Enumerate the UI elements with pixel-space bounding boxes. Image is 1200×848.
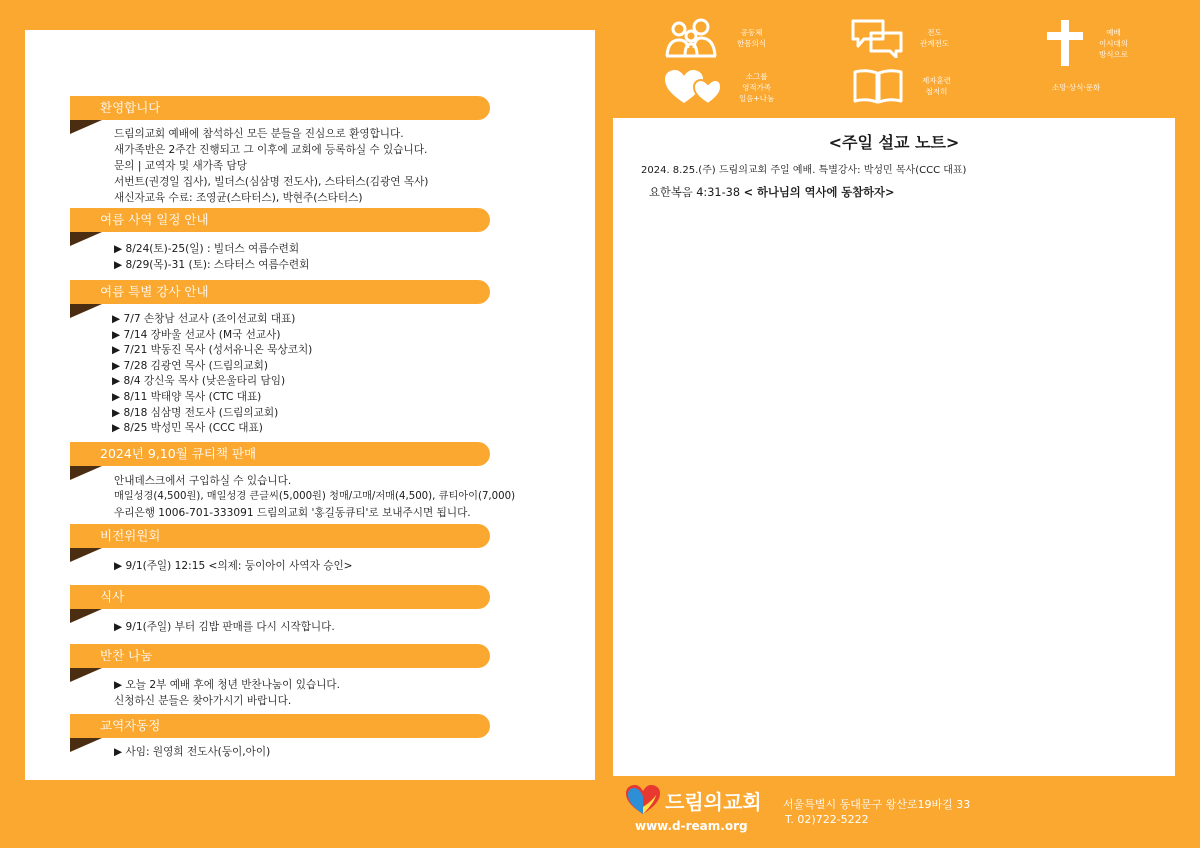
section-header	[70, 96, 490, 120]
section-line: 새가족반은 2주간 진행되고 그 이후에 교회에 등록하실 수 있습니다.	[114, 144, 428, 156]
church-website[interactable]: www.d-ream.org	[635, 819, 748, 833]
section-title: 비전위원회	[100, 528, 161, 543]
section-line: 우리은행 1006-701-333091 드림의교회 '홍길동큐티'로 보내주시면 됩니다.	[114, 507, 471, 519]
section-line: 새신자교육 수료: 조영균(스타터스), 박현주(스타터스)	[114, 192, 363, 204]
sermon-meta: 2024. 8.25.(주) 드림의교회 주일 예배. 특별강사: 박성민 목사(CCC 대표)	[641, 165, 967, 176]
sermon-passage	[649, 184, 894, 200]
value-evangelism	[850, 18, 949, 58]
section-line: ▶ 7/7 손창남 선교사 (죠이선교회 대표)	[112, 313, 296, 325]
section-body	[70, 304, 490, 437]
people-icon	[663, 18, 719, 58]
value-label: 전도 관계전도	[920, 28, 949, 48]
hearts-icon	[663, 68, 723, 106]
section-header	[70, 644, 490, 668]
section-line: ▶ 9/1(주일) 12:15 <의제: 둥이아이 사역자 승인>	[114, 560, 353, 572]
section-line: ▶ 9/1(주일) 부터 김밥 판매를 다시 시작합니다.	[114, 621, 335, 633]
section-title: 여름 사역 일정 안내	[100, 212, 209, 227]
passage-title: < 하나님의 역사에 동참하자>	[743, 186, 895, 199]
section-title: 식사	[100, 589, 125, 604]
section-line: 매일성경(4,500원), 매일성경 큰글씨(5,000원) 청매/고매/저매(4,500), 큐티아이(7,000)	[114, 491, 516, 502]
section-meals	[70, 585, 490, 635]
section-header	[70, 208, 490, 232]
section-summer-schedule	[70, 208, 490, 273]
section-line: ▶ 오늘 2부 예배 후에 청년 반찬나눔이 있습니다.	[114, 679, 341, 691]
section-line: 서번트(권경일 집사), 빌더스(심삼명 전도사), 스타터스(김광연 목사)	[114, 176, 429, 188]
section-line: 문의 | 교역자 및 새가족 담당	[114, 160, 247, 172]
section-title: 교역자동정	[100, 718, 161, 733]
section-body	[70, 738, 490, 760]
ribbon-fold	[70, 232, 102, 246]
section-title: 환영합니다	[100, 100, 161, 115]
section-header	[70, 524, 490, 548]
ribbon-fold	[70, 738, 102, 752]
section-title: 반찬 나눔	[100, 648, 153, 663]
section-line: ▶ 7/14 장바울 선교사 (M국 선교사)	[112, 328, 281, 341]
church-name: 드림의교회	[665, 790, 762, 814]
church-address: 서울특별시 동대문구 왕산로19바길 33	[783, 798, 971, 811]
section-vision-committee	[70, 524, 490, 574]
section-line: ▶ 7/28 김광연 목사 (드림의교회)	[112, 359, 269, 372]
section-header	[70, 714, 490, 738]
section-header	[70, 442, 490, 466]
value-label: 공동체 한몸의식	[737, 28, 766, 48]
value-label: 소망·상식·문화	[1052, 83, 1101, 92]
section-body	[70, 609, 490, 635]
ribbon-fold	[70, 304, 102, 318]
section-header	[70, 280, 490, 304]
section-line: ▶ 8/24(토)-25(일) : 빌더스 여름수련회	[114, 243, 300, 255]
section-title: 여름 특별 강사 안내	[100, 284, 209, 299]
ribbon-fold	[70, 609, 102, 623]
ribbon-fold	[70, 466, 102, 480]
section-body	[70, 668, 490, 709]
value-label: 소그룹 영적가족 일음+나눔	[739, 71, 775, 103]
section-summer-speakers	[70, 280, 490, 437]
section-welcome	[70, 96, 490, 206]
value-label: 예배 이시대의 방식으로	[1099, 27, 1128, 59]
ribbon-fold	[70, 548, 102, 562]
sermon-note-title: <주일 설교 노트>	[828, 133, 960, 152]
section-line: ▶ 8/4 강신욱 목사 (낮은울타리 담임)	[112, 375, 286, 388]
cross-icon	[1045, 18, 1085, 68]
ribbon-fold	[70, 120, 102, 134]
section-body	[70, 548, 490, 574]
section-line: ▶ 사임: 원영희 전도사(둥이,아이)	[114, 746, 271, 758]
book-icon	[852, 68, 904, 104]
value-discipleship	[852, 68, 951, 104]
section-title: 2024년 9,10월 큐티책 판매	[100, 446, 257, 461]
section-qt-book-sale	[70, 442, 516, 521]
section-line: 안내데스크에서 구입하실 수 있습니다.	[114, 475, 292, 487]
section-side-dish-sharing	[70, 644, 490, 709]
footer	[625, 785, 1185, 840]
section-line: ▶ 8/18 심삼명 전도사 (드림의교회)	[112, 406, 279, 419]
value-label: 제자훈련 철저히	[922, 76, 951, 96]
value-small-group	[663, 68, 774, 106]
section-line: ▶ 8/25 박성민 목사 (CCC 대표)	[112, 422, 263, 435]
section-header	[70, 585, 490, 609]
value-culture	[1052, 82, 1100, 93]
passage-reference: 요한복음 4:31-38	[649, 186, 741, 199]
section-body	[70, 232, 490, 273]
ribbon-fold	[70, 668, 102, 682]
section-line: ▶ 8/11 박태양 목사 (CTC 대표)	[112, 390, 262, 403]
church-logo-icon	[625, 785, 661, 815]
section-line: ▶ 8/29(목)-31 (토): 스타터스 여름수련회	[114, 259, 310, 271]
sermon-note-panel	[613, 118, 1175, 776]
section-body	[70, 120, 490, 206]
speech-bubbles-icon	[850, 18, 904, 58]
section-line: ▶ 7/21 박동진 목사 (성서유니온 묵상코치)	[112, 344, 313, 357]
value-worship	[1045, 18, 1128, 68]
section-line: 드림의교회 예배에 참석하신 모든 분들을 진심으로 환영합니다.	[114, 128, 404, 140]
section-line: 신청하신 분들은 찾아가시기 바랍니다.	[114, 695, 292, 707]
announcements-panel	[25, 30, 595, 780]
value-community	[663, 18, 766, 58]
section-staff-news	[70, 714, 490, 760]
church-phone: T. 02)722-5222	[785, 813, 869, 826]
section-body	[70, 466, 516, 521]
